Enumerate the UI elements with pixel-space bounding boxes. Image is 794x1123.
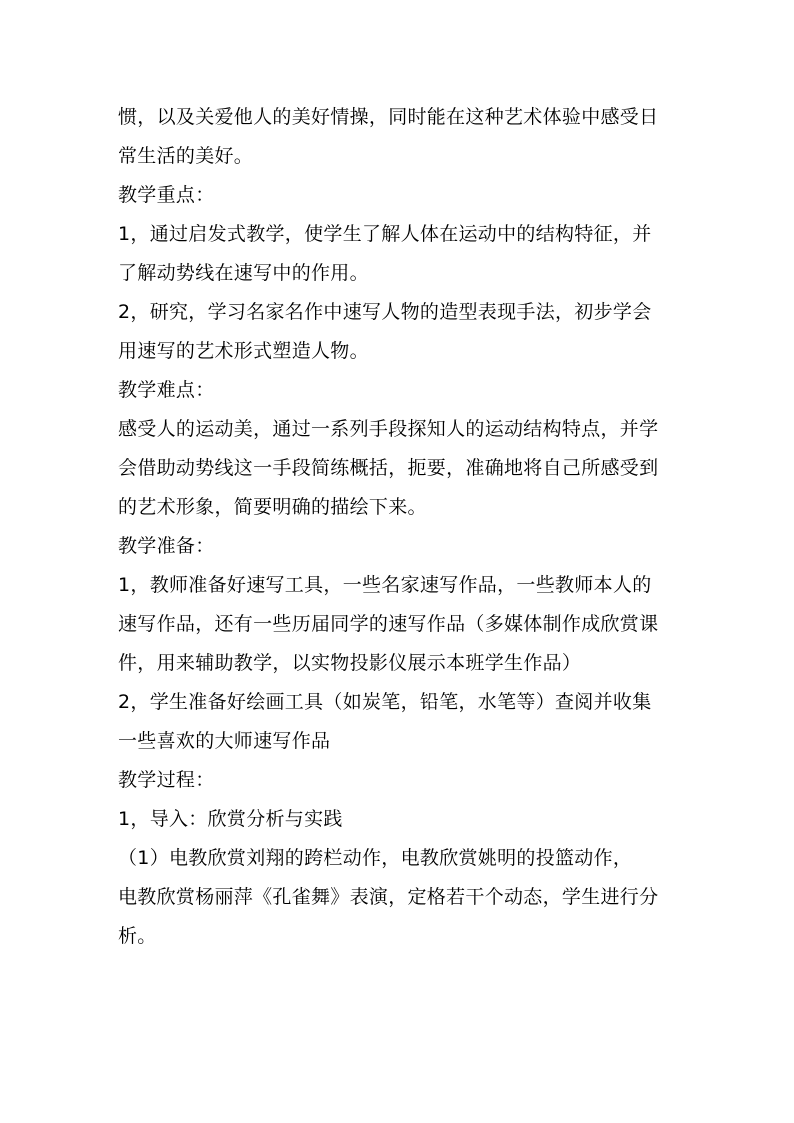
text-line: 了解动势线在速写中的作用。 [118,262,369,284]
text-line: 用速写的艺术形式塑造人物。 [118,340,369,362]
text-line: 的艺术形象，简要明确的描绘下来。 [118,496,427,518]
text-line: 一些喜欢的大师速写作品 [118,730,331,752]
section-heading: 教学过程： [118,769,215,791]
text-line: 常生活的美好。 [118,145,254,167]
document-page [118,98,680,956]
text-line: 1，通过启发式教学，使学生了解人体在运动中的结构特征，并 [118,223,652,245]
text-line: （1）电教欣赏刘翔的跨栏动作，电教欣赏姚明的投篮动作， [118,847,633,869]
text-line: 会借助动势线这一手段简练概括，扼要，准确地将自己所感受到 [118,457,659,479]
section-heading: 教学准备： [118,535,215,557]
text-line: 1，教师准备好速写工具，一些名家速写作品，一些教师本人的 [118,574,652,596]
text-line: 1，导入：欣赏分析与实践 [118,808,343,830]
text-line: 感受人的运动美，通过一系列手段探知人的运动结构特点，并学 [118,418,659,440]
text-line: 速写作品，还有一些历届同学的速写作品（多媒体制作成欣赏课 [118,613,659,635]
text-line: 2，研究，学习名家名作中速写人物的造型表现手法，初步学会 [118,301,652,323]
section-heading: 教学难点： [118,379,215,401]
text-line: 析。 [118,925,157,947]
text-line: 件，用来辅助教学，以实物投影仪展示本班学生作品） [118,652,582,674]
section-heading: 教学重点： [118,184,215,206]
text-line: 电教欣赏杨丽萍《孔雀舞》表演，定格若干个动态，学生进行分 [118,886,659,908]
text-line: 惯，以及关爱他人的美好情操，同时能在这种艺术体验中感受日 [118,106,659,128]
text-line: 2，学生准备好绘画工具（如炭笔，铅笔，水笔等）查阅并收集 [118,691,652,713]
